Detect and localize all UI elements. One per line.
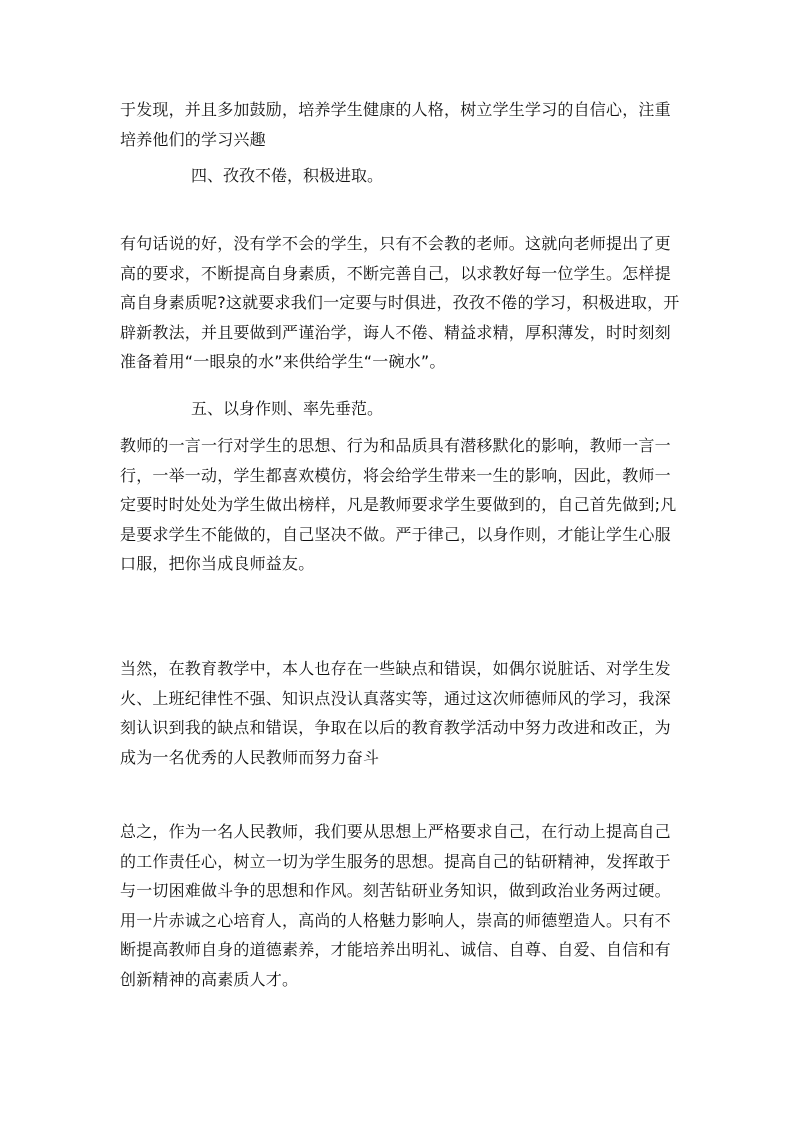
text-line: 创新精神的高素质人才。: [120, 969, 299, 989]
text-line: 火、上班纪律性不强、知识点没认真落实等，通过这次师德师风的学习，我深: [120, 688, 671, 708]
text-line: 有句话说的好，没有学不会的学生，只有不会教的老师。这就向老师提出了更: [120, 234, 671, 253]
text-line: 刻认识到我的缺点和错误，争取在以后的教育教学活动中努力改进和改正，为: [120, 718, 671, 737]
section-heading-4: 四、孜孜不倦，积极进取。: [191, 166, 384, 185]
text-line: 教师的一言一行对学生的思想、行为和品质具有潜移默化的影响，教师一言一: [120, 436, 671, 455]
text-line: 高的要求，不断提高自身素质，不断完善自己，以求教好每一位学生。怎样提: [120, 263, 671, 283]
text-line: 总之，作为一名人民教师，我们要从思想上严格要求自己，在行动上提高自己: [120, 822, 671, 841]
paragraph-section-4: [120, 229, 680, 377]
paragraph-section-5: [120, 431, 680, 579]
text-line: 成为一名优秀的人民教师而努力奋斗: [120, 747, 380, 767]
text-line: 于发现，并且多加鼓励，培养学生健康的人格，树立学生学习的自信心，注重: [120, 100, 671, 119]
text-line: 是要求学生不能做的，自己坚决不做。严于律己，以身作则，才能让学生心服: [120, 524, 671, 544]
text-line: 与一切困难做斗争的思想和作风。刻苦钻研业务知识，做到政治业务两过硬。: [120, 881, 671, 900]
text-line: 辟新教法，并且要做到严谨治学，诲人不倦、精益求精，厚积薄发，时时刻刻: [120, 322, 671, 342]
text-line: 高自身素质呢?这就要求我们一定要与时俱进，孜孜不倦的学习，积极进取，开: [120, 293, 680, 312]
text-line: 培养他们的学习兴趣: [120, 129, 266, 149]
text-line: 当然，在教育教学中，本人也存在一些缺点和错误，如偶尔说脏话、对学生发: [120, 659, 671, 678]
text-line: 行，一举一动，学生都喜欢模仿，将会给学生带来一生的影响，因此，教师一: [120, 465, 671, 485]
paragraph-conclusion: [120, 817, 680, 994]
text-line: 断提高教师自身的道德素养，才能培养出明礼、诚信、自尊、自爱、自信和有: [120, 940, 671, 959]
section-heading-5: 五、以身作则、率先垂范。: [191, 399, 384, 418]
text-line: 定要时时处处为学生做出榜样，凡是教师要求学生要做到的，自己首先做到;凡: [120, 495, 677, 514]
paragraph-shortcomings: [120, 654, 680, 772]
text-line: 用一片赤诚之心培育人，高尚的人格魅力影响人，崇高的师德塑造人。只有不: [120, 910, 671, 930]
paragraph-intro-continuation: [120, 95, 680, 154]
text-line: 的工作责任心，树立一切为学生服务的思想。提高自己的钻研精神，发挥敢于: [120, 851, 671, 871]
text-line: 准备着用“一眼泉的水”来供给学生“一碗水”。: [120, 352, 446, 371]
text-line: 口服，把你当成良师益友。: [120, 554, 315, 573]
